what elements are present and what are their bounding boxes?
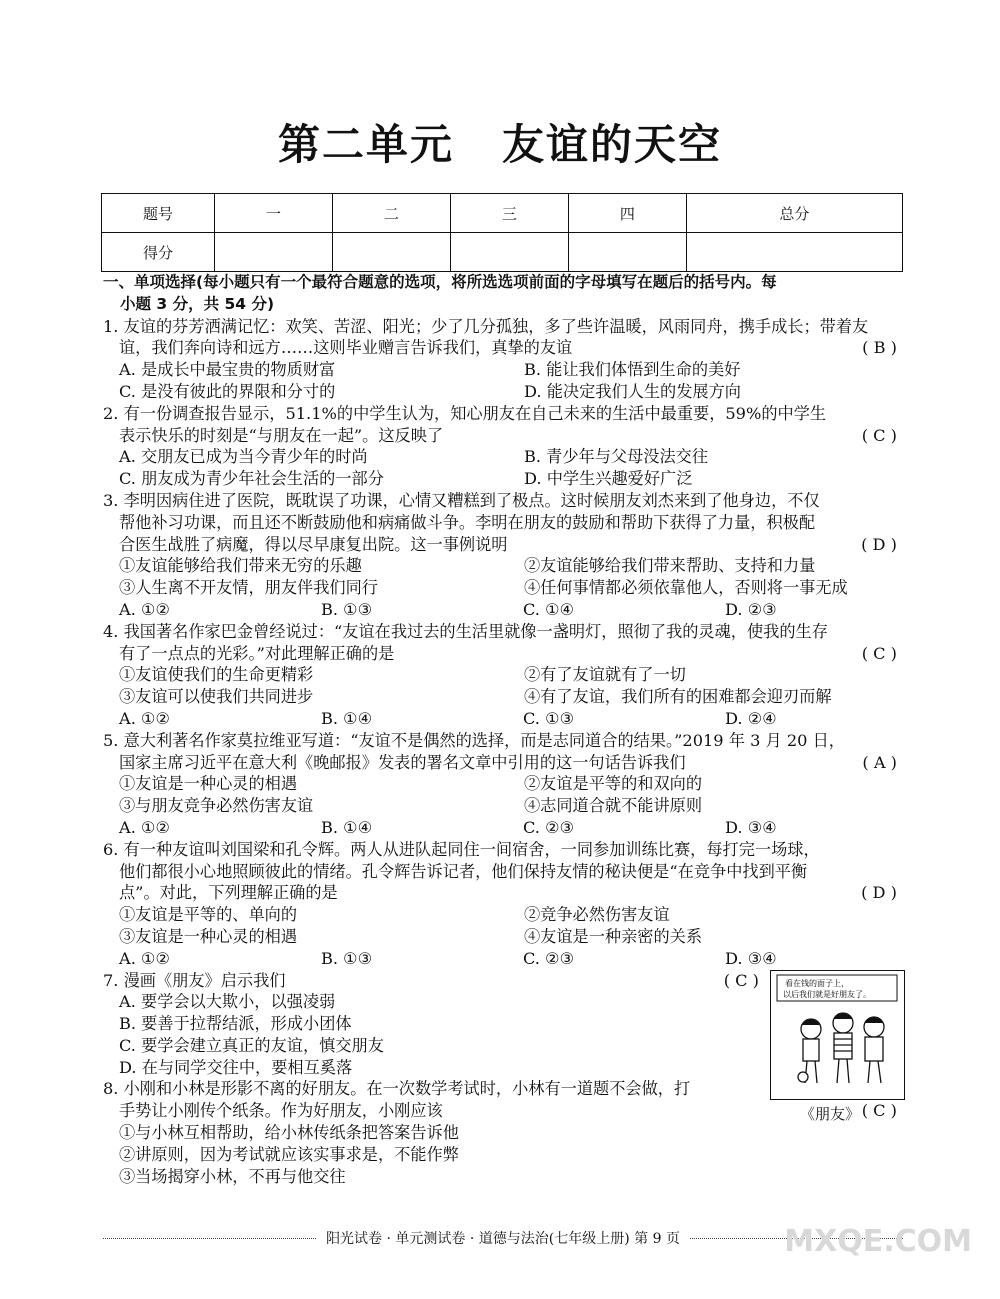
option: C. ②③	[523, 817, 575, 837]
statement: ①友谊是一种心灵的相遇	[119, 774, 298, 794]
option: A. ①②	[119, 599, 171, 619]
question-stem: 2. 有一份调查报告显示，51.1%的中学生认为，知心朋友在自己未来的生活中最重要，59%的中学生	[103, 403, 827, 423]
score-header-cell: 三	[450, 194, 568, 233]
question-stem: 他们都很小心地照顾彼此的情绪。孔令辉告诉记者，他们保持友情的秘诀便是“在竞争中找到平衡	[119, 861, 808, 881]
option: C. 是没有彼此的界限和分寸的	[119, 381, 336, 401]
question-stem: 谊，我们奔向诗和远方……这则毕业赠言告诉我们，真挚的友谊	[119, 338, 573, 358]
option: C. ②③	[523, 948, 575, 968]
option: D. ②③	[725, 599, 777, 619]
question-4	[103, 621, 903, 730]
boy-figure-right	[864, 1017, 884, 1083]
question-stem: 4. 我国著名作家巴金曾经说过：“友谊在我过去的生活里就像一盏明灯，照彻了我的灵魂，使我的生存	[103, 621, 828, 641]
answer-bracket: ( D )	[861, 534, 897, 554]
question-stem: 1. 友谊的芬芳洒满记忆：欢笑、苦涩、阳光；少了几分孤独，多了些许温暖，风雨同舟，携手成长；带着友	[103, 316, 869, 336]
answer-bracket: ( C )	[861, 643, 897, 663]
option: D. 能决定我们人生的发展方向	[524, 381, 741, 401]
score-cell[interactable]	[450, 233, 568, 272]
question-stem: 3. 李明因病住进了医院，既耽误了功课，心情又糟糕到了极点。这时候朋友刘杰来到了他身边，不仅	[103, 490, 820, 510]
statement: ①与小林互相帮助，给小林传纸条把答案告诉他	[119, 1123, 459, 1143]
option: D. ③④	[725, 948, 777, 968]
option: A. 是成长中最宝贵的物质财富	[119, 360, 336, 380]
option: B. 要善于拉帮结派，形成小团体	[119, 1014, 352, 1034]
question-stem: 有了一点点的光彩。”对此理解正确的是	[119, 643, 395, 663]
statement: ④友谊是一种亲密的关系	[524, 926, 703, 946]
option: B. 能让我们体悟到生命的美好	[524, 360, 741, 380]
unit-number: 第二单元	[277, 120, 454, 169]
statement: ②友谊是平等的和双向的	[524, 774, 703, 794]
score-cell[interactable]	[215, 233, 333, 272]
answer-bracket: ( B )	[862, 338, 897, 358]
option: D. ③④	[725, 817, 777, 837]
question-stem: 帮他补习功课，而且还不断鼓励他和病痛做斗争。李明在朋友的鼓励和帮助下获得了力量，积极配	[119, 512, 816, 532]
unit-name: 友谊的天空	[502, 120, 723, 169]
question-stem: 8. 小刚和小林是形影不离的好朋友。在一次数学考试时，小林有一道题不会做，打	[103, 1079, 691, 1099]
cartoon-image	[770, 970, 905, 1100]
statement: ③人生离不开友情，朋友伴我们同行	[119, 578, 378, 598]
option: A. ①②	[119, 948, 171, 968]
statement: ③当场揭穿小林，不再与他交往	[119, 1166, 346, 1186]
score-header-cell: 题号	[102, 194, 215, 233]
score-row-label: 得分	[102, 233, 215, 272]
question-1	[103, 316, 903, 403]
option: A. ①②	[119, 708, 171, 728]
question-5	[103, 730, 903, 839]
statement: ④任何事情都必须依靠他人，否则将一事无成	[524, 578, 848, 598]
option: C. 要学会建立真正的友谊，慎交朋友	[119, 1035, 384, 1055]
question-stem: 手势让小刚传个纸条。作为好朋友，小刚应该	[119, 1101, 443, 1121]
statement: ②竞争必然伤害友谊	[524, 905, 670, 925]
question-3	[103, 490, 903, 621]
statement: ①友谊是平等的、单向的	[119, 905, 298, 925]
question-stem: 表示快乐的时刻是“与朋友在一起”。这反映了	[119, 425, 444, 445]
page-footer	[103, 1228, 903, 1248]
statement: ④有了友谊，我们所有的困难都会迎刃而解	[524, 687, 832, 707]
option: D. 在与同学交往中，要相互奚落	[119, 1057, 353, 1077]
question-7	[103, 970, 765, 1079]
score-table	[101, 193, 903, 272]
answer-bracket: ( A )	[862, 752, 897, 772]
statement: ③与朋友竞争必然伤害友谊	[119, 796, 314, 816]
option: D. 中学生兴趣爱好广泛	[524, 469, 693, 489]
option: A. ①②	[119, 817, 171, 837]
question-stem: 合医生战胜了病魔，得以尽早康复出院。这一事例说明	[119, 534, 508, 554]
score-table-score-row	[102, 233, 903, 272]
statement: ①友谊能够给我们带来无穷的乐趣	[119, 556, 362, 576]
option: C. ①③	[523, 708, 575, 728]
statement: ②讲原则，因为考试就应该实事求是，不能作弊	[119, 1144, 459, 1164]
answer-bracket: ( D )	[861, 883, 897, 903]
answer-bracket: ( C )	[861, 1101, 897, 1121]
statement: ②友谊能够给我们带来帮助、支持和力量	[524, 556, 816, 576]
question-stem: 7. 漫画《朋友》启示我们	[103, 970, 286, 990]
score-header-cell: 一	[215, 194, 333, 233]
score-cell[interactable]	[568, 233, 686, 272]
statement: ④志同道合就不能讲原则	[524, 796, 703, 816]
option: A. 交朋友已成为当今青少年的时尚	[119, 447, 368, 467]
option: B. ①③	[321, 948, 373, 968]
footer-text: 阳光试卷 · 单元测试卷 · 道德与法治(七年级上册) 第 9 页	[326, 1231, 680, 1247]
answer-bracket: ( C )	[861, 425, 897, 445]
option: B. ①④	[321, 708, 373, 728]
question-stem: 国家主席习近平在意大利《晚邮报》发表的署名文章中引用的这一句话告诉我们	[119, 752, 686, 772]
option: B. ①③	[321, 599, 373, 619]
cartoon-caption: 《朋友》	[800, 1105, 861, 1123]
unit-title	[0, 112, 1000, 172]
option: B. ①④	[321, 817, 373, 837]
score-cell[interactable]	[686, 233, 902, 272]
option: C. 朋友成为青少年社会生活的一部分	[119, 469, 384, 489]
speech-line: 以后我们就是好朋友了。	[783, 990, 871, 999]
boy-figure-middle	[833, 1013, 853, 1083]
score-header-cell: 四	[568, 194, 686, 233]
score-table-header-row	[102, 194, 903, 233]
question-stem: 点”。对此，下列理解正确的是	[119, 883, 338, 903]
speech-line: 看在钱的面子上，	[785, 979, 849, 988]
question-stem: 6. 有一种友谊叫刘国梁和孔令辉。两人从进队起同住一间宿舍，一同参加训练比赛，每打完一场球，	[103, 839, 820, 859]
option: C. ①④	[523, 599, 575, 619]
cartoon-drawing	[771, 971, 904, 1099]
question-6	[103, 839, 903, 970]
option: B. 青少年与父母没法交往	[524, 447, 709, 467]
statement: ①友谊使我们的生命更精彩	[119, 665, 314, 685]
option: A. 要学会以大欺小，以强凌弱	[119, 992, 336, 1012]
score-header-cell: 总分	[686, 194, 902, 233]
section-heading: 一、单项选择(每小题只有一个最符合题意的选项，将所选选项前面的字母填写在题后的括号内。每 小题 3 分，共 54 分)	[103, 273, 777, 313]
boy-figure-left	[798, 1019, 821, 1083]
question-2	[103, 403, 903, 490]
statement: ③友谊可以使我们共同进步	[119, 687, 314, 707]
answer-bracket: ( C )	[723, 970, 759, 990]
watermark: MXQE.COM	[784, 1224, 972, 1259]
option: D. ②④	[725, 708, 777, 728]
statement: ③友谊是一种心灵的相遇	[119, 926, 298, 946]
score-cell[interactable]	[332, 233, 450, 272]
statement: ②有了友谊就有了一切	[524, 665, 686, 685]
question-stem: 5. 意大利著名作家莫拉维亚写道：“友谊不是偶然的选择，而是志同道合的结果。”2019 年 3 月 20 日，	[103, 730, 845, 750]
footer-dots-left	[103, 1238, 316, 1239]
score-header-cell: 二	[332, 194, 450, 233]
